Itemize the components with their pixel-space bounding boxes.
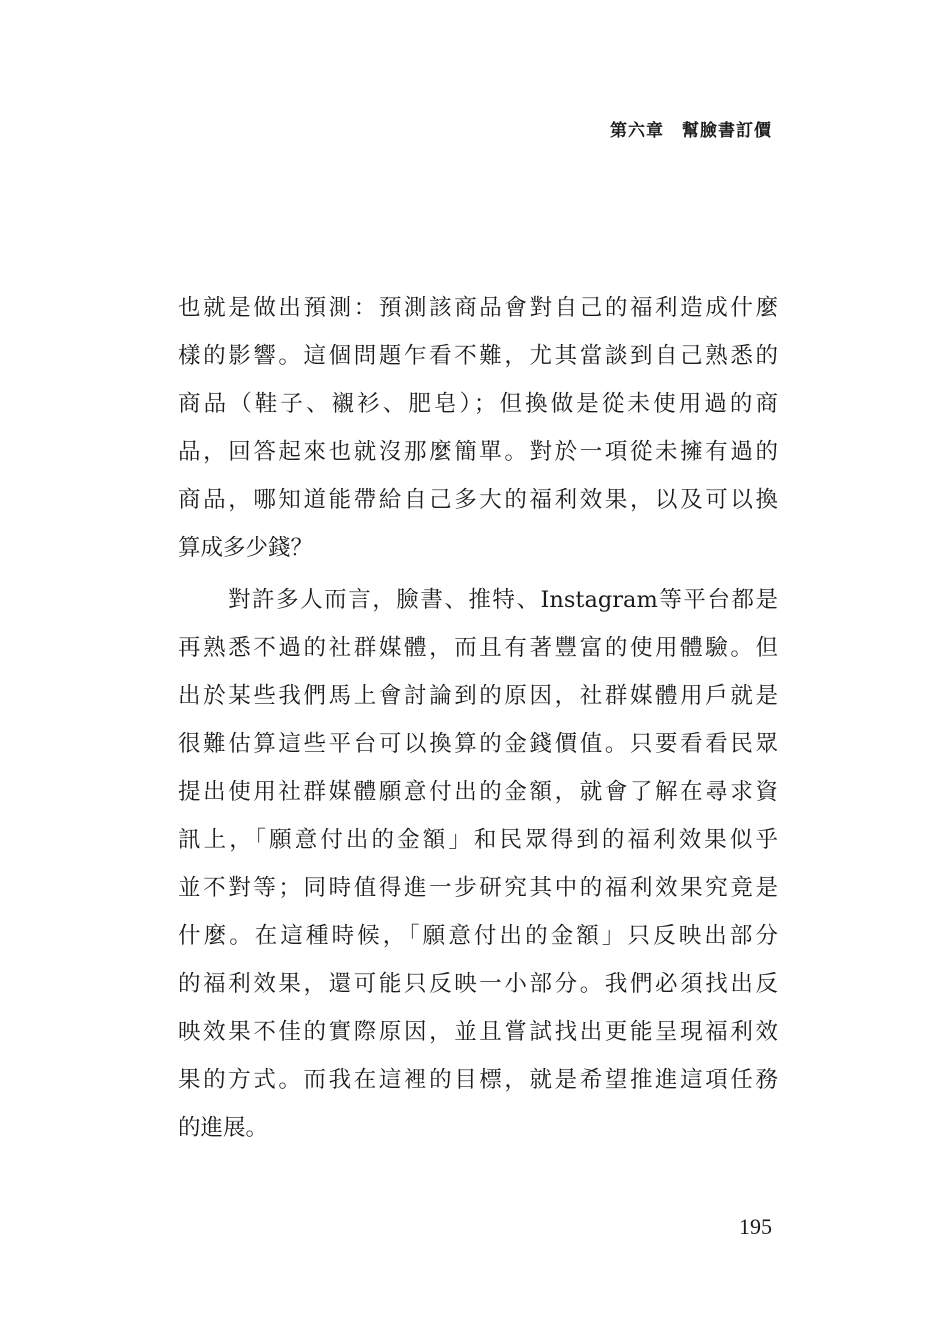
text-line: 什麼。在這種時候，「願意付出的金額」只反映出部分 [178,923,778,949]
running-header [610,116,772,141]
text-line: 的福利效果，還可能只反映一小部分。我們必須找出反 [178,971,778,997]
text-line: 訊上，「願意付出的金額」和民眾得到的福利效果似乎 [178,827,778,853]
text-line: 的進展。 [178,1115,269,1141]
paragraph-2 [178,576,778,1152]
text-line: 映效果不佳的實際原因，並且嘗試找出更能呈現福利效 [178,1019,778,1045]
chapter-label: 第六章 [610,121,664,141]
text-line: 算成多少錢？ [178,535,314,561]
text-line: 對許多人而言，臉書、推特、Instagram等平台都是 [228,587,778,613]
text-line: 也就是做出預測：預測該商品會對自己的福利造成什麼 [178,295,778,321]
text-line: 果的方式。而我在這裡的目標，就是希望推進這項任務 [178,1067,778,1093]
text-line: 出於某些我們馬上會討論到的原因，社群媒體用戶就是 [178,683,778,709]
paragraph-1 [178,284,778,572]
text-line: 再熟悉不過的社群媒體，而且有著豐富的使用體驗。但 [178,635,778,661]
text-line: 商品，哪知道能帶給自己多大的福利效果，以及可以換 [178,487,778,513]
body-text [178,284,778,1152]
text-line: 提出使用社群媒體願意付出的金額，就會了解在尋求資 [178,779,778,805]
text-line: 很難估算這些平台可以換算的金錢價值。只要看看民眾 [178,731,778,757]
chapter-title: 幫臉書訂價 [682,121,772,141]
text-line: 商品（鞋子、襯衫、肥皂）；但換做是從未使用過的商 [178,391,778,417]
page-number: 195 [739,1214,772,1239]
text-line: 樣的影響。這個問題乍看不難，尤其當談到自己熟悉的 [178,343,778,369]
text-line: 品，回答起來也就沒那麼簡單。對於一項從未擁有過的 [178,439,778,465]
text-line: 並不對等；同時值得進一步研究其中的福利效果究竟是 [178,875,778,901]
